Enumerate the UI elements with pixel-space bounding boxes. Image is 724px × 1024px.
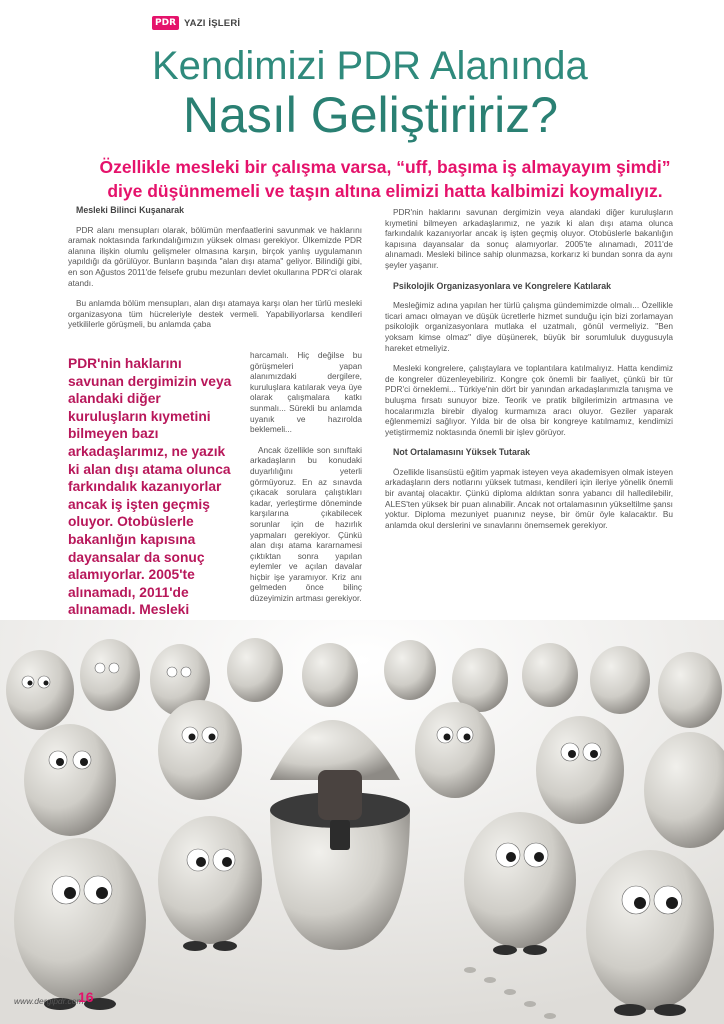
middle-column (250, 350, 362, 614)
article-title-line2: Nasıl Geliştiririz? (183, 87, 559, 143)
egg-crowd-illustration (0, 620, 724, 1024)
section-heading-mesleki-bilinc: Mesleki Bilinci Kuşanarak (76, 205, 185, 215)
article-subtitle: Özellikle mesleki bir çalışma varsa, “uff, başıma iş almayayım şimdi” diye düşünmemeli ve taşın altına elimizi hatta kalbimizi koymalıyız. (99, 157, 671, 201)
paragraph: Mesleki kongrelere, çalıştaylara ve toplantılara katılmalıyız. Hatta kendimiz de kongreler düzenleyebiliriz. Kongre çok önemli bir faaliyet, çünkü bir tür PDR'ci örneklemi... Türkiye'nin dört bir yanından arkadaşlarımızla tanışma ve buluşma fırsatı sunuyor bize. Teorik ve pratik bilgilerimizin artmasına ve hocalarımızla birebir diyalog kurmamıza aracı oluyor. Geziler yaparak eğlenmemizi sağlıyor. Yılda bir de olsa bir kongreye katılmamız, kendimizi yetiştirmemiz noktasında önemli bir işlev görüyor. (385, 363, 673, 437)
paragraph: PDR alanı mensupları olarak, bölümün menfaatlerini savunmak ve haklarını aramak noktasında farkındalığımızın yüksek olması gerekiyor. Ülkemizde PDR alanına ilişkin olumlu gelişmeler olmasına karşın, birçok yanlış uygulamanın yapıldığı da görülüyor. Bunların başında "alan dışı atama" geliyor. Bilindiği gibi, en son Ağustos 2011'de felsefe grubu mezunları devlet okullarına PDR'ci olarak atandı. (68, 224, 362, 288)
paragraph: harcamalı. Hiç değilse bu görüşmeleri yapan alanımızdaki dergilere, kuruluşlara katılarak veya üye olarak çalışmalara katkı sunmalı... Sürekli bu anlamda uyanık ve hazırolda beklemeli... (250, 350, 362, 435)
page-number: 16 (78, 989, 94, 1005)
section-heading-not-ortalamasi: Not Ortalamasını Yüksek Tutarak (393, 447, 531, 458)
left-column (68, 205, 362, 340)
magazine-logo: PDR (152, 16, 179, 30)
paragraph: Özellikle lisansüstü eğitim yapmak isteyen veya akademisyen olmak isteyen arkadaşların ders notlarını yüksek tutması, kendileri için ileriye yönelik önemli bir avantaj olacaktır. Çünkü diploma aldıktan sonra yabancı dil halledilebilir, ALES'ten yüksek bir puan alınabilir. Ancak not ortalamasının yükseltilme şansı yoktur. Diploma mezuniyet puanınız neyse, bir ömür öyle kalacaktır. Bu anlamda okul derslerini ve sınavlarını önemsemek gerekiyor. (385, 466, 673, 530)
section-tag (152, 16, 240, 30)
paragraph: PDR'nin haklarını savunan dergimizin veya alandaki diğer kuruluşların kıymetini bilmeyen arkadaşlarımız, ne yazık ki alan dışı atama olunca farkındalık kazanıyorlar ancak iş işten geçmiş oluyor. Otobüslerle bakanlığın kapısına dayansalar da sonuç alamıyorlar. 2005'te alınamadı, 2011'de alınamadı. Mesleki bilince sahip olunmazsa, korkarız ki bundan sonra da aynı şeyler yaşanır. (385, 207, 673, 270)
paragraph: Mesleğimiz adına yapılan her türlü çalışma gündemimizde olmalı... Özellikle ticari amacı olmayan ve düşük ücretlerle hizmet sunduğu için bizi zorlamayan psikolojik organizasyonlara mutlaka el uzatmalı, gönül vermeliyiz. "Ben yoksam kimse olmaz" diye düşünerek, büyük bir sorumluluk duygusuyla hareket etmeliyiz. (385, 300, 673, 353)
paragraph: Ancak özellikle son sınıftaki arkadaşların bu konudaki duyarlılığını yeterli görmüyoruz. En az sınavda çıkacak sorulara çalıştıkları kadar, yerleştirme döneminde karşılarına çıkabilecek sorunlar için de hazırlık yapmaları gerekiyor. Çünkü alan dışı atama kararnamesi çıktıktan sonra yapılan eylemler ve açılan davalar hiçbir işe yaramıyor. Kriz anı gelmeden önce bilinç düzeyimizin artması gerekiyor. (250, 444, 362, 604)
right-column (385, 207, 673, 540)
pull-quote: PDR'nin haklarını savunan dergimizin veya alandaki diğer kuruluşların kıymetini bilmeyen bazı arkadaşlarımız, ne yazık ki alan dışı atama olunca farkındalık kazanıyorlar ancak iş işten geçmiş oluyor. Otobüslerle bakanlığın kapısına dayansalar da sonuç alamıyorlar. 2005'te alınamadı, 2011'de alınamadı. Mesleki (68, 356, 232, 618)
paragraph: Bu anlamda bölüm mensupları, alan dışı atamaya karşı olan her türlü mesleki organizasyona tüm hücreleriyle destek vermeli. Yapabiliyorlarsa kendileri yetkililerle görüşmeli, bu anlamda çaba (68, 298, 362, 330)
section-label: YAZI İŞLERİ (184, 17, 241, 29)
footer-url: www.dergipdr.com (14, 996, 84, 1006)
article-title-line1: Kendimizi PDR Alanında (152, 44, 588, 88)
section-heading-psikolojik-organizasyonlar: Psikolojik Organizasyonlara ve Kongrelere Katılarak (393, 280, 612, 291)
